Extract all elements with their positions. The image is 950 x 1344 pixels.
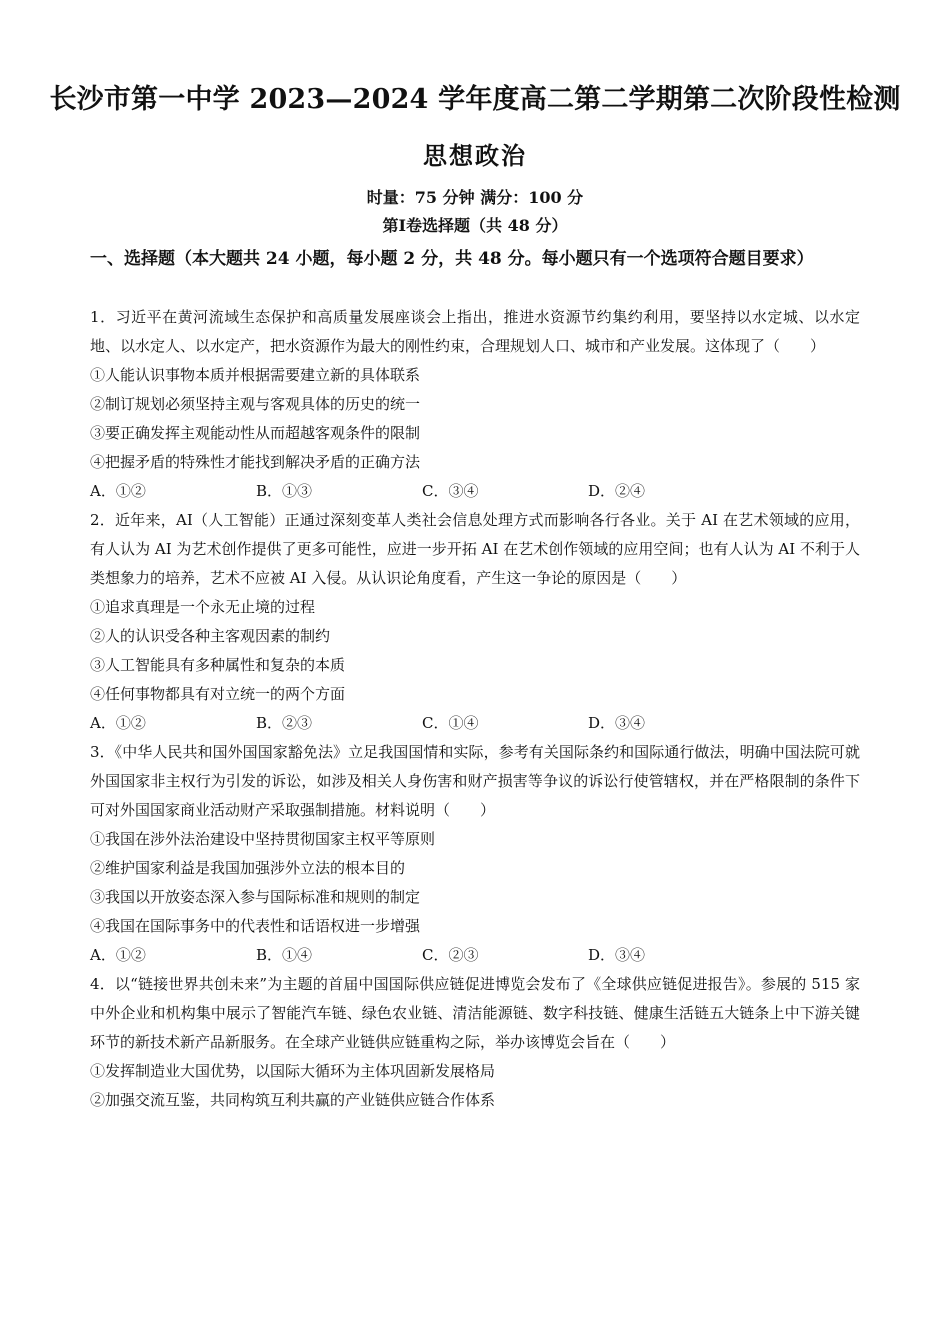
answer-options (90, 941, 860, 970)
option-b: B．②③ (256, 714, 313, 732)
question-item: ①我国在涉外法治建设中坚持贯彻国家主权平等原则 (90, 830, 436, 848)
question-item: ③要正确发挥主观能动性从而超越客观条件的限制 (90, 424, 421, 442)
question-item: ②制订规划必须坚持主观与客观具体的历史的统一 (90, 395, 421, 413)
question-4 (90, 970, 860, 1115)
answer-options (90, 709, 860, 738)
exam-title: 长沙市第一中学 2023—2024 学年度高二第二学期第二次阶段性检测 (49, 84, 901, 115)
question-stem: 3．《中华人民共和国外国国家豁免法》立足我国国情和实际，参考有关国际条约和国际通行做法，明确中国法院可就外国国家非主权行为引发的诉讼，如涉及相关人身伤害和财产损害等争议的诉讼行使管辖权，并在严格限制的条件下可对外国国家商业活动财产采取强制措施。材料说明（ ） (90, 743, 860, 819)
question-list (90, 303, 860, 1115)
subject-title: 思想政治 (423, 141, 527, 170)
option-d: D．③④ (588, 946, 646, 964)
question-item: ④把握矛盾的特殊性才能找到解决矛盾的正确方法 (90, 453, 421, 471)
question-item: ②加强交流互鉴，共同构筑互利共赢的产业链供应链合作体系 (90, 1091, 496, 1109)
option-a: A．①② (90, 946, 146, 964)
section-heading: 第Ⅰ卷选择题（共 48 分） (382, 216, 568, 235)
option-d: D．②④ (588, 482, 646, 500)
question-1 (90, 303, 860, 506)
option-c: C．②③ (422, 946, 479, 964)
question-item: ④任何事物都具有对立统一的两个方面 (90, 685, 346, 703)
question-stem: 1．习近平在黄河流域生态保护和高质量发展座谈会上指出，推进水资源节约集约利用，要坚持以水定城、以水定地、以水定人、以水定产，把水资源作为最大的刚性约束，合理规划人口、城市和产业发展。这体现了（ ） (90, 308, 860, 355)
question-item: ④我国在国际事务中的代表性和话语权进一步增强 (90, 917, 421, 935)
answer-options (90, 477, 860, 506)
option-c: C．①④ (422, 714, 479, 732)
question-3 (90, 738, 860, 970)
question-item: ①人能认识事物本质并根据需要建立新的具体联系 (90, 366, 421, 384)
section-instruction: 一、选择题（本大题共 24 小题，每小题 2 分，共 48 分。每小题只有一个选项符合题目要求） (90, 249, 814, 269)
question-item: ②维护国家利益是我国加强涉外立法的根本目的 (90, 859, 406, 877)
question-item: ①发挥制造业大国优势，以国际大循环为主体巩固新发展格局 (90, 1062, 496, 1080)
question-stem: 2．近年来，AI（人工智能）正通过深刻变革人类社会信息处理方式而影响各行各业。关于 AI 在艺术领域的应用，有人认为 AI 为艺术创作提供了更多可能性，应进一步开拓 AI 在艺术创作领域的应用空间；也有人认为 AI 不利于人类想象力的培养，艺术不应被 AI 入侵。从认识论角度看，产生这一争论的原因是（ ） (90, 511, 860, 587)
option-a: A．①② (90, 714, 146, 732)
option-c: C．③④ (422, 482, 479, 500)
question-item: ②人的认识受各种主客观因素的制约 (90, 627, 331, 645)
question-2 (90, 506, 860, 738)
question-item: ③我国以开放姿态深入参与国际标准和规则的制定 (90, 888, 421, 906)
option-d: D．③④ (588, 714, 646, 732)
option-b: B．①③ (256, 482, 313, 500)
question-stem: 4．以“链接世界共创未来”为主题的首届中国国际供应链促进博览会发布了《全球供应链促进报告》。参展的 515 家中外企业和机构集中展示了智能汽车链、绿色农业链、清洁能源链、数字科技链、健康生活链五大链条上中下游关键环节的新技术新产品新服务。在全球产业链供应链重构之际，举办该博览会旨在（ ） (90, 975, 860, 1051)
option-b: B．①④ (256, 946, 313, 964)
option-a: A．①② (90, 482, 146, 500)
question-item: ①追求真理是一个永无止境的过程 (90, 598, 316, 616)
question-item: ③人工智能具有多种属性和复杂的本质 (90, 656, 346, 674)
exam-meta: 时量：75 分钟 满分：100 分 (366, 188, 584, 207)
